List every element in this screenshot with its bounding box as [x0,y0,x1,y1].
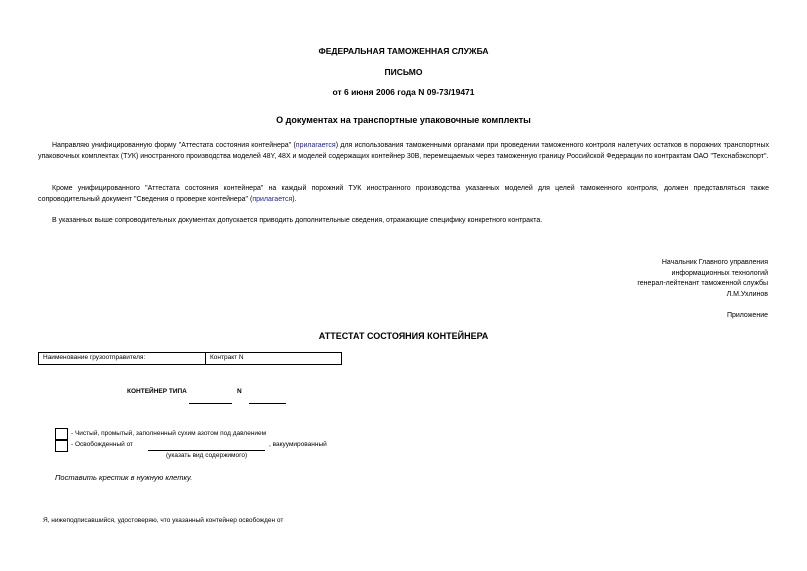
option2-checkbox[interactable] [55,440,68,452]
contents-hint: (указать вид содержимого) [166,452,248,459]
p2-appendix-link[interactable]: прилагается [252,195,293,203]
signature-line-3: генерал-лейтенант таможенной службы [637,280,768,288]
option2-suffix: , вакуумированный [269,441,327,448]
body-paragraph-2 [38,184,769,205]
letter-subject: О документах на транспортные упаковочные комплекты [276,115,531,125]
option1-checkbox[interactable] [55,428,68,440]
signature-line-1: Начальник Главного управления [661,259,768,266]
signature-line-2: информационных технологий [671,269,768,277]
p2-text-start: Кроме унифицированного "Аттестата состояния контейнера" на каждый порожний ТУК иностранного производства указанных моделей для целей таможенного контроля, должен представляться также сопроводительный документ "Сведения о проверке контейнера" ( [38,185,769,203]
signature-name: Л.М.Ухлинов [726,290,768,298]
appendix-label: Приложение [726,312,768,319]
body-paragraph-1 [38,141,769,162]
instruction-text: Поставить крестик в нужную клетку. [55,473,193,482]
letter-doc-type: ПИСЬМО [384,67,423,77]
option2-prefix: - Освобожденный от [71,441,134,448]
option1-label: - Чистый, промытый, заполненный сухим азотом под давлением [71,430,267,437]
shipper-label: Наименование грузоотправителя: [43,354,146,361]
p1-text-start: Направляю унифицированную форму "Аттестата состояния контейнера" ( [52,142,296,149]
container-type-line [189,403,232,404]
declaration-text: Я, нижеподписавшийся, удостоверяю, что указанный контейнер освобожден от [43,517,284,524]
signature-block [468,258,768,300]
p1-text-end: ) для использования таможенными органами при проведении таможенного контроля налетучих остатков в порожних транспортных упаковочных комплектах (ТУК) иностранного производства моделей 48Y, 48X и моделей содержащих контейнер 30B, перемещаемых через таможенную границу Российской Федерации по контрактам ОАО "Техснабэкспорт". [38,142,769,160]
container-type-label: КОНТЕЙНЕР ТИПА [127,388,187,395]
container-number-label: N [237,388,242,395]
p1-appendix-link[interactable]: прилагается [295,142,336,149]
letter-agency: ФЕДЕРАЛЬНАЯ ТАМОЖЕННАЯ СЛУЖБА [318,46,489,56]
body-paragraph-3: В указанных выше сопроводительных документах допускается приводить дополнительные сведения, отражающие специфику конкретного контракта. [52,217,543,224]
shipper-contract-table [38,352,342,365]
contents-input-line[interactable] [148,450,265,451]
table-divider [205,353,206,364]
contract-label: Контракт N [210,354,244,361]
container-number-line [249,403,286,404]
p2-text-end: ). [292,195,297,203]
attestat-title: АТТЕСТАТ СОСТОЯНИЯ КОНТЕЙНЕРА [318,331,489,341]
letter-date-number: от 6 июня 2006 года N 09-73/19471 [332,87,475,97]
